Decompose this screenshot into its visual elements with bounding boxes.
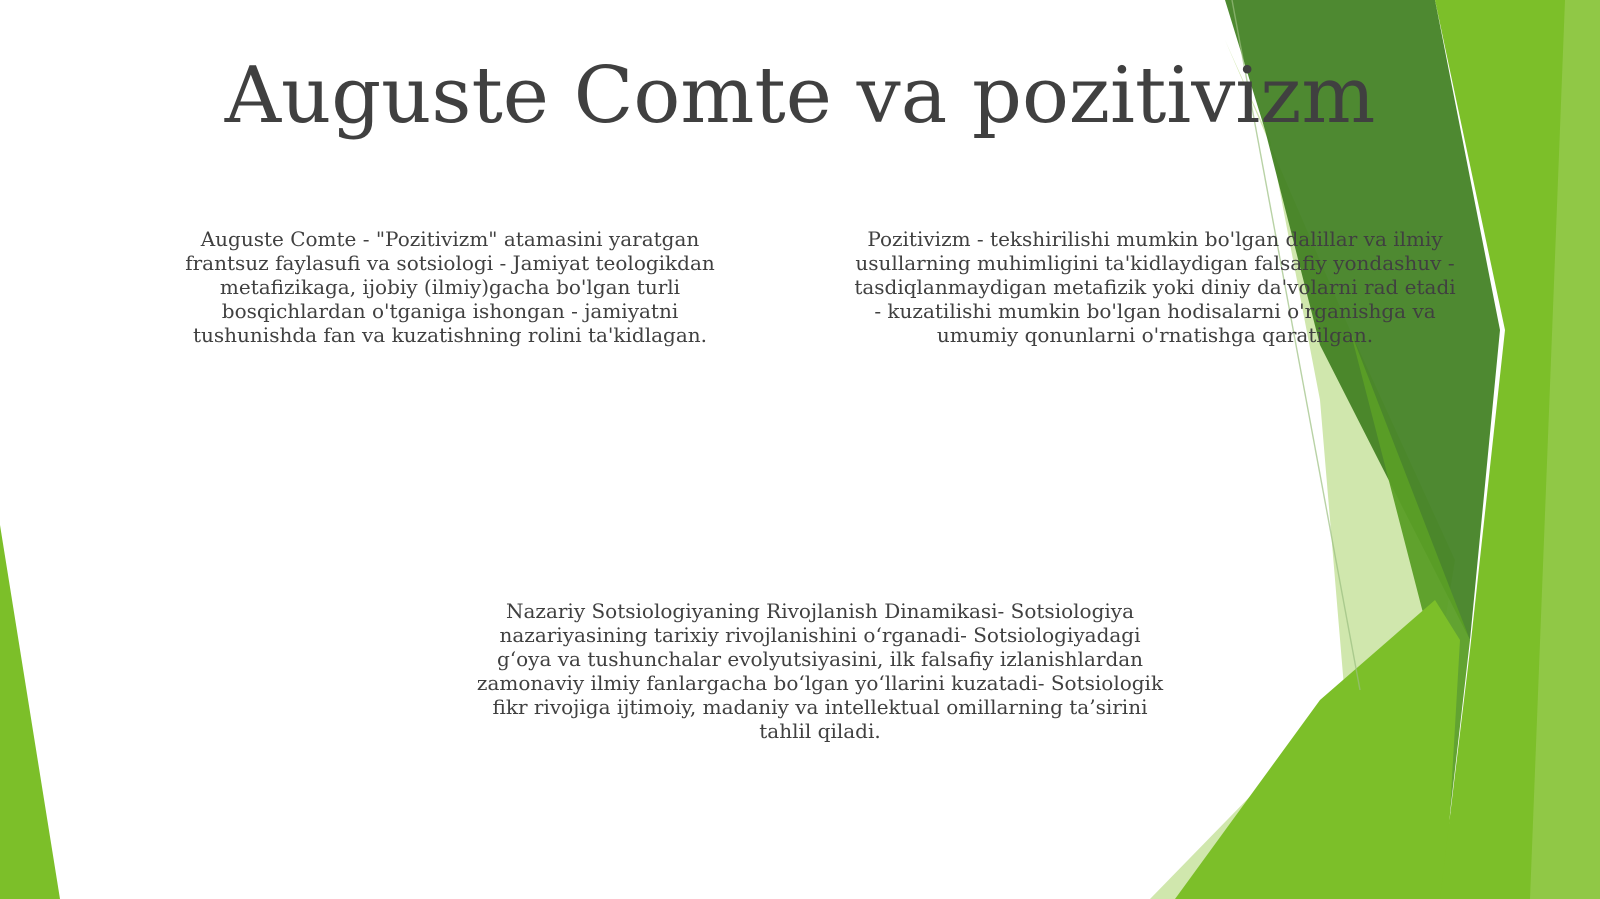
text-block-positivism: Pozitivizm - tekshirilishi mumkin bo'lgan dalillar va ilmiy usullarning muhimligini ta'kidlaydigan falsafiy yondashuv - tasdiqlanmaydigan metafizik yoki diniy da'volarni rad etadi - kuzatilishi mumkin bo'lgan hodisalarni o'rganishga va umumiy qonunlarni o'rnatishga qaratilgan. bbox=[854, 227, 1456, 347]
text-block-comte: Auguste Comte - "Pozitivizm" atamasini yaratgan frantsuz faylasufi va sotsiologi - Jamiyat teologikdan metafizikaga, ijobiy (ilmiy)gacha bo'lgan turli bosqichlardan o'tganiga ishongan - jamiyatni tushunishda fan va kuzatishning rolini ta'kidlagan. bbox=[185, 227, 715, 347]
facet-left bbox=[0, 525, 60, 899]
text-block-theoretical-sociology: Nazariy Sotsiologiyaning Rivojlanish Dinamikasi- Sotsiologiya nazariyasining tarixiy rivojlanishini o‘rganadi- Sotsiologiyadagi g‘oya va tushunchalar evolyutsiyasini, ilk falsafiy izlanishlardan zamonaviy ilmiy fanlargacha bo‘lgan yo‘llarini kuzatadi- Sotsiologik fikr rivojiga ijtimoiy, madaniy va intellektual omillarning ta’sirini tahlil qiladi. bbox=[476, 599, 1164, 743]
facet-lower bbox=[1175, 600, 1460, 899]
slide-title: Auguste Comte va pozitivizm bbox=[224, 51, 1376, 141]
